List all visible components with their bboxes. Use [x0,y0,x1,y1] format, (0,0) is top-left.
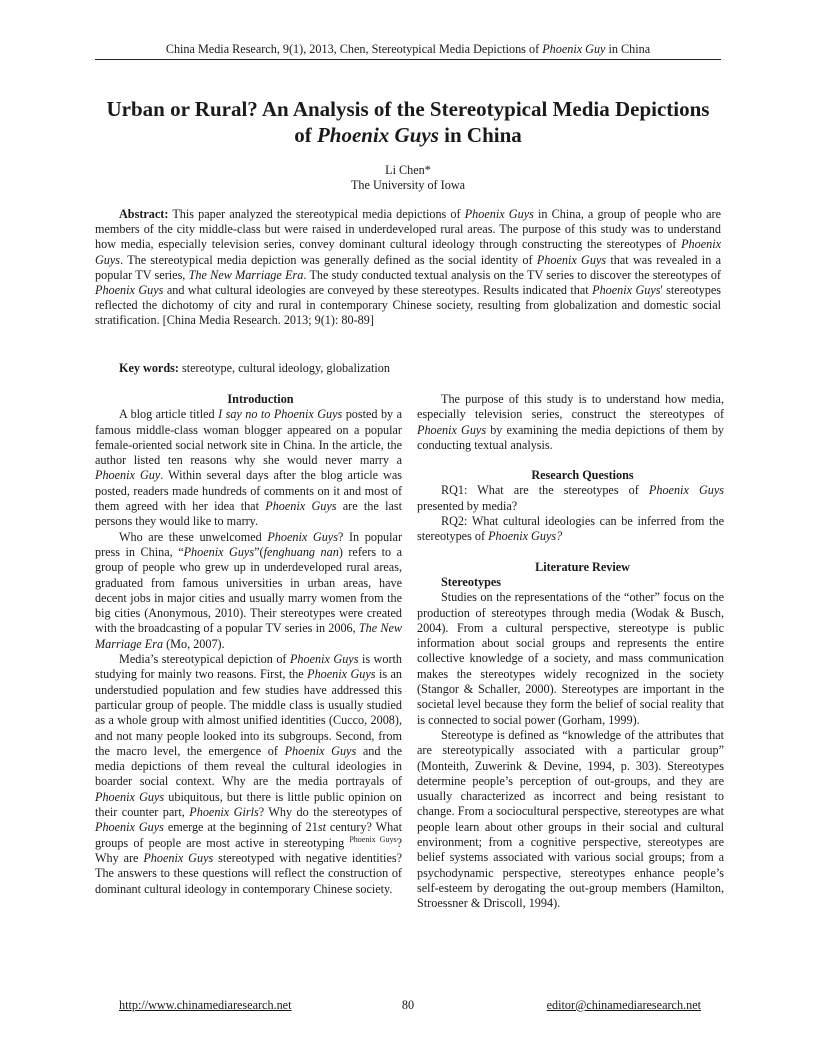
paragraph-text: RQ2: What cultural ideologies can be inferred from the stereotypes of [417,514,724,544]
purpose-paragraph [417,392,724,453]
stereotypes-paragraph-1: Studies on the representations of the “other” focus on the production of stereotypes through media (Wodak & Busch, 2004). From a cultural perspective, stereotype is public information about social groups and represents the entire collective knowledge of a society, and mass communication makes the stereotypes widely recognized in the society (Stangor & Schaller, 2000). Stereotypes are important in the societal level because they form the belief of social reality that is connected to social power (Gorham, 1999). [417,590,724,727]
abstract-text: . The stereotypical media depiction was generally defined as the social identity of [120,252,537,267]
italic-term: Phoenix Guys [284,743,357,758]
paragraph-text: and the media depictions of them reveal the cultural ideologies in boarder social context. Why are the media portrayals of [95,743,402,789]
italic-term: Phoenix Guys [417,422,487,437]
paragraph-text: emerge at the beginning of 21 [163,820,318,835]
title-line-2 [60,122,756,148]
italic-term: Phoenix Guys [265,499,337,514]
paragraph-text: RQ1: What are the stereotypes of [441,483,649,498]
keywords [95,361,721,376]
header-rule [95,59,721,60]
abstract-italic: The New Marriage Era [188,267,304,282]
author-block [0,163,816,193]
italic-term: Phoenix Guys [307,667,376,682]
abstract-label: Abstract: [119,207,169,221]
right-column [417,392,724,912]
paragraph-text: The purpose of this study is to understand how media, especially television series, construct the stereotypes of [417,392,724,422]
spacer [417,545,724,560]
abstract-text: This paper analyzed the stereotypical media depictions of [168,207,465,221]
running-head-text: China Media Research, 9(1), 2013, Chen, Stereotypical Media Depictions of [165,42,543,56]
paragraph-text: stereotyped with negative identities? The answers to these questions will reflect the construction of dominant cultural ideology in contemporary Chinese society. [95,850,403,896]
section-heading-research-questions: Research Questions [531,468,634,483]
italic-term: Phoenix Guys [95,789,165,804]
paper-title [60,96,756,148]
italic-term: Phoenix Guys [143,850,214,865]
intro-paragraph-1 [95,407,402,529]
paragraph-text: (Mo, 2007). [163,636,225,651]
abstract-text: . The study conducted textual analysis on the TV series to discover the stereotypes of [303,267,721,282]
italic-term: Phoenix Guys? [488,529,563,544]
italic-term: fenghuang nan [263,544,339,559]
title-line-2-post: in China [438,123,522,147]
subsection-heading-stereotypes: Stereotypes [441,574,502,589]
journal-url-link[interactable]: http://www.chinamediaresearch.net [119,998,292,1012]
stereotypes-paragraph-2: Stereotype is defined as “knowledge of the attributes that are stereotypically associated with a particular group” (Monteith, Zuwerink & Devine, 1994, p. 303). Stereotypes determine people’s perception of out-groups, and they are usually characterized as incorrect and being resistant to change. From a sociocultural perspective, stereotypes are what people learn about other groups in their social and cultural environment; from a cognitive perspective, stereotypes are belief systems associated with various social groups; from a psychodynamic perspective, stereotypes enhance people’s self-esteem by derogating the out-group members (Hamilton, Stroessner & Driscoll, 1994). [417,727,724,911]
title-line-1: Urban or Rural? An Analysis of the Stereotypical Media Depictions [106,97,710,121]
author-name: Li Chen* [385,163,431,177]
spacer [417,453,724,468]
abstract-text: that was revealed in a popular TV series, [95,252,721,282]
page-number: 80 [401,998,415,1012]
abstract-italic: Phoenix Guys [592,283,661,298]
italic-term: Phoenix Guys [95,820,164,835]
paragraph-text: century? What groups of people are most active in stereotyping [95,820,402,850]
abstract-italic: Phoenix Guys [95,283,164,298]
paragraph-text: ? Why do the stereotypes of [258,805,403,820]
title-line-2-pre: of [294,123,317,147]
abstract [95,207,721,329]
abstract-text: in China, a group of people who are members of the city middle-class but were raised in underdeveloped rural areas. The purpose of this study was to understand how media, especially television series, convey dominant cultural ideology through constructing the stereotypes of [95,207,721,252]
paragraph-text: Media’s stereotypical depiction of [119,652,290,667]
italic-term: I say no to Phoenix Guys [218,407,343,422]
editor-email-link[interactable]: editor@chinamediaresearch.net [546,998,701,1012]
abstract-italic: Phoenix Guys [536,252,607,267]
italic-term: Phoenix Guys [267,529,338,544]
italic-term: Phoenix Guys [648,483,724,498]
keywords-text: stereotype, cultural ideology, globalization [178,361,390,375]
intro-paragraph-3 [95,652,402,897]
italic-term: st [317,820,326,835]
paragraph-text: ? In popular press in China, “ [95,529,402,559]
italic-term: Phoenix Guys [183,544,255,559]
superscript: Phoenix Guys [349,834,397,844]
left-column [95,392,402,897]
section-heading-introduction: Introduction [227,392,294,406]
paragraph-text: is an understudied population and few studies have addressed this particular group of people. The middle class is usually studied as a whole group with almost unified identities (Cucco, 2008), and not many people looked into its subgroups. Second, from the macro level, the emergence of [95,667,402,758]
running-head-italic: Phoenix Guy [542,42,606,56]
paragraph-text: is worth studying for mainly two reasons. First, the [95,652,402,682]
page-footer [95,998,721,1013]
italic-term: Phoenix Girls [189,805,259,820]
running-head-suffix: in China [605,42,651,56]
paragraph-text: ubiquitous, but there is little public opinion on their counter part, [95,789,402,820]
paragraph-text: ) refers to a group of people who grew up in underdeveloped rural areas, graduated from famous universities in urban areas, have decent jobs in major cities and usually marry women from the big cities (Anonymous, 2010). Their stereotypes were created with the broadcasting of a popular TV series in 2006, [95,544,403,636]
research-question-1 [417,483,724,514]
italic-term: Phoenix Guy [95,468,161,483]
italic-term: The New Marriage Era [95,621,403,651]
running-head [0,42,816,56]
abstract-italic: Phoenix Guys [464,207,534,221]
paragraph-text: posted by a famous middle-class woman blogger appeared on a popular female-oriented social network site in China. In the article, the author listed ten reasons why she would never marry a [95,407,402,468]
intro-paragraph-2 [95,530,402,652]
abstract-italic: Phoenix Guys [95,237,721,267]
paragraph-text: ? Why are [95,835,402,865]
paragraph-text: are the last persons they would like to marry. [95,499,402,529]
keywords-label: Key words: [119,361,179,375]
paragraph-text: ”( [254,544,264,559]
abstract-text: ' stereotypes reflected the dichotomy of city and rural in contemporary Chinese society, resulting from globalization and domestic social stratification. [China Media Research. 2013; 9(1): 80-89] [95,283,721,328]
abstract-text: and what cultural ideologies are conveyed by these stereotypes. Results indicated that [163,283,593,298]
paragraph-text: presented by media? [417,498,518,513]
paragraph-text: Who are these unwelcomed [119,529,268,544]
title-line-2-italic: Phoenix Guys [316,123,439,147]
italic-term: Phoenix Guys [289,652,359,667]
paragraph-text: by examining the media depictions of them by conducting textual analysis. [417,422,725,452]
research-question-2 [417,514,724,545]
author-affiliation: The University of Iowa [350,178,466,192]
paragraph-text: A blog article titled [119,407,219,422]
paragraph-text: . Within several days after the blog article was posted, readers made hundreds of comments on it and most of them agreed with her idea that [95,468,402,514]
section-heading-literature-review: Literature Review [535,559,630,574]
